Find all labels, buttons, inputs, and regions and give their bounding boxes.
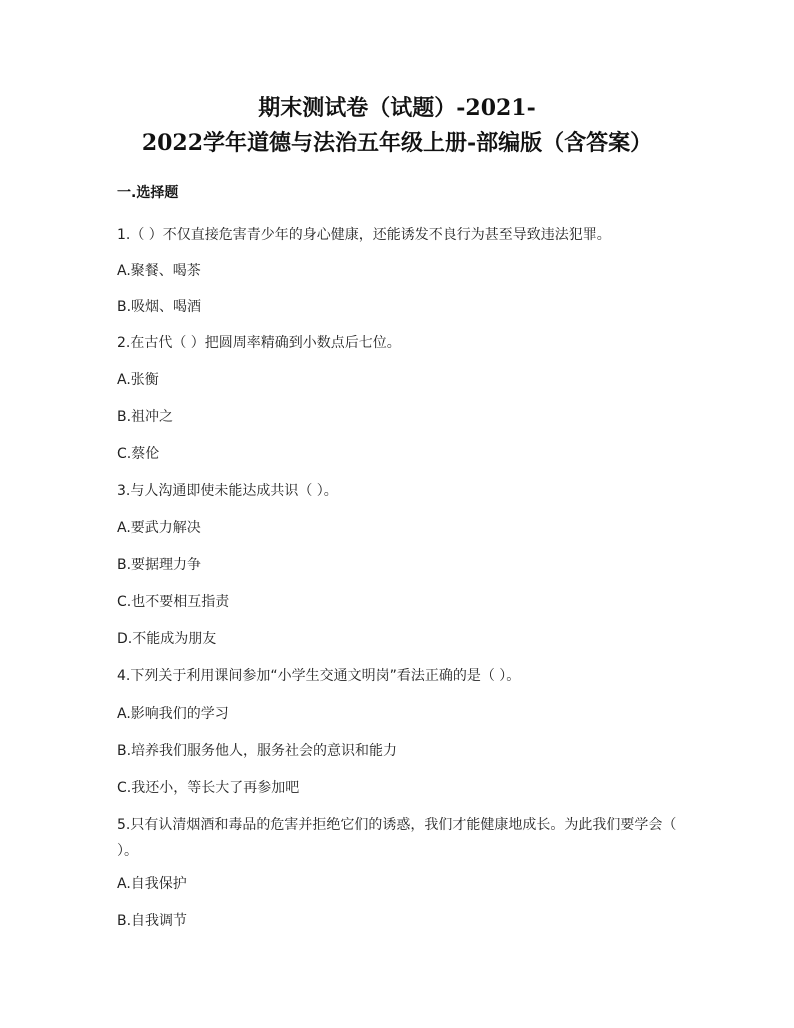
question-5-option-b: B.自我调节 bbox=[117, 913, 188, 929]
question-3-option-b: B.要据理力争 bbox=[117, 557, 202, 573]
question-4-option-c: C.我还小，等长大了再参加吧 bbox=[117, 780, 300, 796]
question-2-option-c: C.蔡伦 bbox=[117, 446, 160, 462]
question-2-stem: 2.在古代（ ）把圆周率精确到小数点后七位。 bbox=[117, 335, 401, 351]
question-4-stem: 4.下列关于利用课间参加“小学生交通文明岗”看法正确的是（ ）。 bbox=[117, 668, 521, 684]
question-5-stem: 5.只有认清烟酒和毒品的危害并拒绝它们的诱惑，我们才能健康地成长。为此我们要学会（ ）。 bbox=[117, 817, 677, 859]
question-3-option-a: A.要武力解决 bbox=[117, 520, 201, 536]
question-4-option-a: A.影响我们的学习 bbox=[117, 706, 229, 722]
question-3-stem: 3.与人沟通即使未能达成共识（ ）。 bbox=[117, 483, 338, 499]
question-2-option-b: B.祖冲之 bbox=[117, 409, 174, 425]
question-2-option-a: A.张衡 bbox=[117, 372, 159, 388]
question-4-option-b: B.培养我们服务他人，服务社会的意识和能力 bbox=[117, 743, 398, 759]
question-5-option-a: A.自我保护 bbox=[117, 876, 187, 892]
section-heading: 一.选择题 bbox=[117, 185, 179, 201]
question-1-stem: 1.（ ）不仅直接危害青少年的身心健康，还能诱发不良行为甚至导致违法犯罪。 bbox=[117, 227, 611, 243]
document-title-line-2: 2022学年道德与法治五年级上册-部编版（含答案） bbox=[141, 130, 653, 156]
question-3-option-d: D.不能成为朋友 bbox=[117, 631, 217, 647]
question-3-option-c: C.也不要相互指责 bbox=[117, 594, 230, 610]
question-1-option-a: A.聚餐、喝茶 bbox=[117, 263, 201, 279]
question-1-option-b: B.吸烟、喝酒 bbox=[117, 299, 202, 315]
document-title-line-1: 期末测试卷（试题）-2021- bbox=[258, 95, 536, 121]
